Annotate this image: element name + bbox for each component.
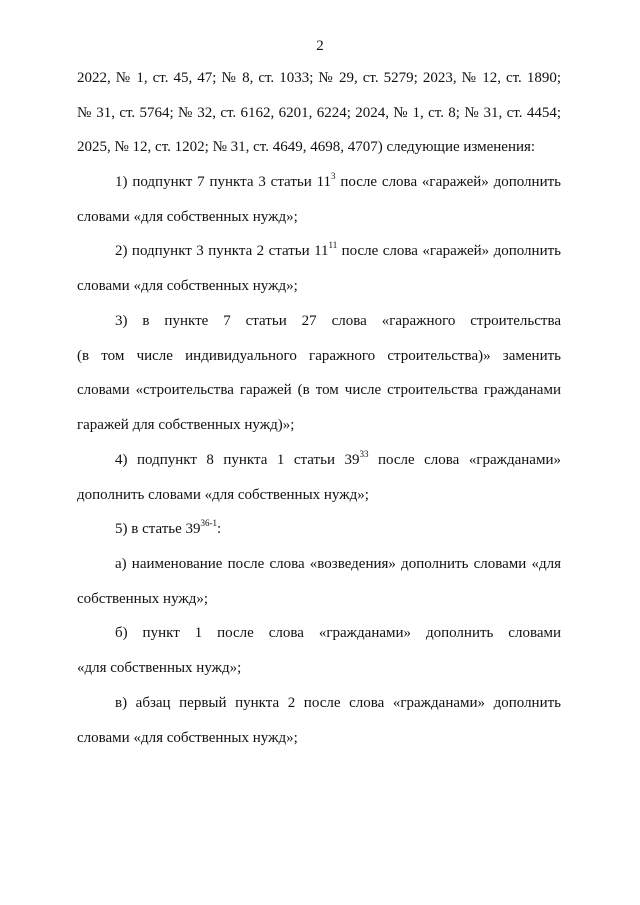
paragraph-item-1	[77, 165, 561, 234]
text-line: б) пункт 1 после слова «гражданами» дополнить словами	[115, 625, 561, 641]
paragraph-item-4	[77, 443, 561, 512]
paragraph-item-5c	[77, 686, 561, 755]
text-line: № 31, ст. 5764; № 32, ст. 6162, 6201, 6224; 2024, № 1, ст. 8; № 31, ст. 4454;	[77, 104, 561, 121]
text-line: словами «для собственных нужд»;	[77, 208, 298, 225]
text-line: гаражей для собственных нужд)»;	[77, 416, 295, 433]
text-line: 1) подпункт 7 пункта 3 статьи $11^3$ после слова «гаражей» дополнить	[115, 171, 561, 190]
text-line: (в том числе индивидуального гаражного строительства)» заменить	[77, 347, 561, 364]
text-line: дополнить словами «для собственных нужд»;	[77, 486, 369, 503]
text-line: словами «для собственных нужд»;	[77, 729, 298, 746]
superscript: 33	[359, 449, 369, 459]
superscript: 11	[328, 240, 338, 250]
page-number: 2	[316, 38, 324, 54]
paragraph-intro	[77, 61, 561, 165]
text-line: 3) в пункте 7 статьи 27 слова «гаражного строительства	[115, 313, 561, 329]
text-line: в) абзац первый пункта 2 после слова «гражданами» дополнить	[115, 695, 561, 711]
text-line: 2) подпункт 3 пункта 2 статьи $11^{11}$ после слова «гаражей» дополнить	[115, 240, 561, 259]
paragraph-item-3	[77, 304, 561, 442]
text-line: собственных нужд»;	[77, 590, 209, 607]
text-line: словами «для собственных нужд»;	[77, 277, 298, 294]
text-line: словами «строительства гаражей (в том числе строительства гражданами	[77, 382, 561, 399]
text-line: 2025, № 12, ст. 1202; № 31, ст. 4649, 4698, 4707) следующие изменения:	[77, 139, 536, 156]
paragraph-item-5b	[77, 616, 561, 685]
paragraph-item-5a	[77, 547, 561, 616]
superscript: 3	[331, 171, 336, 181]
text-line: 5) в статье 39$^{36-1}$:	[115, 518, 222, 537]
text-line: «для собственных нужд»;	[77, 659, 242, 676]
text-line: 2022, № 1, ст. 45, 47; № 8, ст. 1033; № 29, ст. 5279; 2023, № 12, ст. 1890;	[77, 70, 561, 86]
paragraph-item-2	[77, 234, 561, 303]
paragraph-item-5	[77, 512, 561, 547]
superscript: 36-1	[200, 518, 218, 528]
text-line: а) наименование после слова «возведения» дополнить словами «для	[115, 556, 561, 572]
text-line: 4) подпункт 8 пункта 1 статьи $39^{33}$ после слова «гражданами»	[115, 449, 561, 468]
